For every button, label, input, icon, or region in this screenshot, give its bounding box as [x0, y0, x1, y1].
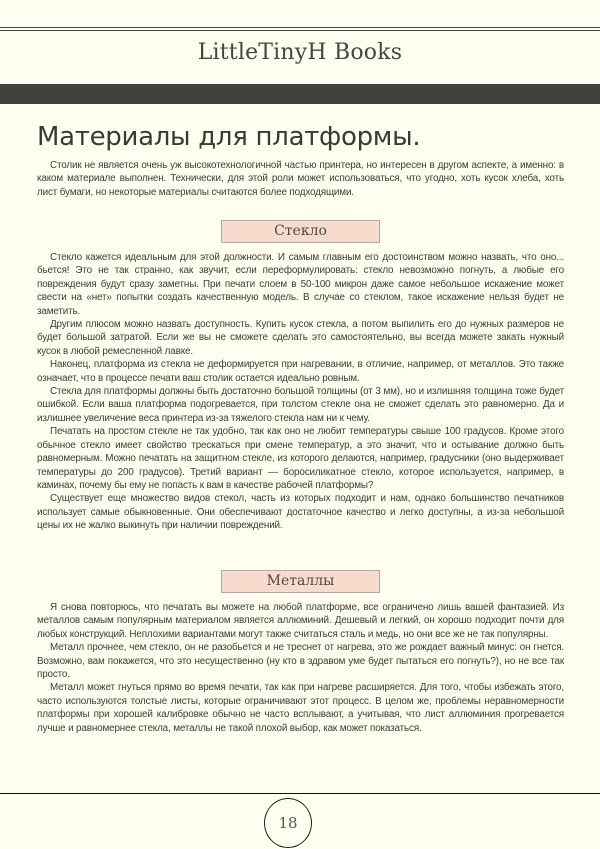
footer-rule — [0, 793, 600, 794]
paragraph: Существует еще множество видов стекол, часть из которых подходит и нам, однако большинство печатников использует самые обыкновенные. Они обеспечивают достаточное качество и легко доступны, а из-за небольшой цены их не жалко выкинуть при наличии повреждений. — [37, 493, 564, 532]
section-glass — [37, 251, 564, 533]
paragraph: Печатать на простом стекле не так удобно, так как оно не любит температуры свыше 100 градусов. Кроме этого обычное стекло имеет свойство трескаться при смене температур, а это значит, что и остывание должно быть равномерным. Можно печатать на защитном стекле, из которого делаются, например, градусники (оно выдерживает температуры до 200 градусов). Третий вариант — боросиликатное стекло, которое используется, например, в каминах, почему бы ему не попасть к вам в качестве рабочей платформы? — [37, 426, 564, 491]
paragraph: Столик не является очень уж высокотехнологичной частью принтера, но интересен в другом аспекте, а именно: в каком материале выполнен. Технически, для этой роли может использоваться, что угодно, хоть кусок хлеба, хоть лист бумаги, но некоторые материалы считаются более подходящими. — [37, 160, 564, 198]
section-metals — [37, 601, 564, 735]
brand-title: LittleTinyH Books — [197, 40, 403, 65]
paragraph: Другим плюсом можно назвать доступность. Купить кусок стекла, а потом выпилить его до нужных размеров не будет большой затратой. Если же вы не сможете сделать это самостоятельно, вы всегда можете закать нужный кусок в любой ремесленной лавке. — [37, 319, 564, 357]
header-rule-bottom — [0, 30, 600, 31]
page-title: Материалы для платформы. — [37, 122, 421, 152]
header-band — [0, 84, 600, 104]
page-number: 18 — [264, 798, 312, 848]
paragraph: Наконец, платформа из стекла не деформируется при нагревании, в отличие, например, от металлов. Это также означает, что в процессе печати ваш столик остается идеально ровным. — [37, 359, 564, 384]
paragraph: Металл может гнуться прямо во время печати, так как при нагреве расширяется. Для того, чтобы избежать этого, часто используются толстые листы, которые ограничивают этот процесс. В целом же, проблемы неравномерности платформы при хорошей калибровке обычно не часто всплывают, а учитывая, что лист аллюминия прогревается лучше и равномернее стекла, металлы не такой плохой выбор, как может показаться. — [37, 682, 564, 734]
paragraph: Стекло кажется идеальным для этой должности. И самым главным его достоинством можно назвать, что оно... бьется! Это не так странно, как звучит, если переформулировать: стекло невозможно погнуть, а любые его повреждения будут сразу заметны. При печати слоем в 50-100 микрон даже самое небольшое искажение может свести на «нет» попытки создать качественную модель. В случае со стеклом, такое искажение нельзя будет не заметить. — [37, 252, 564, 317]
intro — [37, 159, 564, 199]
header-rule-top — [0, 27, 600, 28]
paragraph: Я снова повторюсь, что печатать вы можете на любой платформе, все ограничено лишь вашей фантазией. Из металлов самым популярным материалом является аллюминий. Дешевый и легкий, он хорошо подходит почти для любых конструкций. Неплохими вариантами могут также считаться сталь и медь, но они все же не так популярны. — [37, 602, 564, 640]
section-heading-glass: Стекло — [221, 220, 380, 243]
paragraph: Металл прочнее, чем стекло, он не разобьется и не треснет от нагрева, это же рождает важный минус: он гнется. Возможно, вам покажется, что это несущественно (ну кто в здравом уме будет пытаться его погнуть?), но не все так просто. — [37, 642, 564, 681]
section-heading-metals: Металлы — [221, 570, 380, 593]
paragraph: Стекла для платформы должны быть достаточно большой толщины (от 3 мм), но и излишняя толщина тоже будет ошибкой. Если ваша платформа подогревается, при толстом стекле она не сможет сделать это равномерно. Да и излишнее увеличение веса принтера из-за тяжелого стекла нам ни к чему. — [37, 386, 564, 424]
